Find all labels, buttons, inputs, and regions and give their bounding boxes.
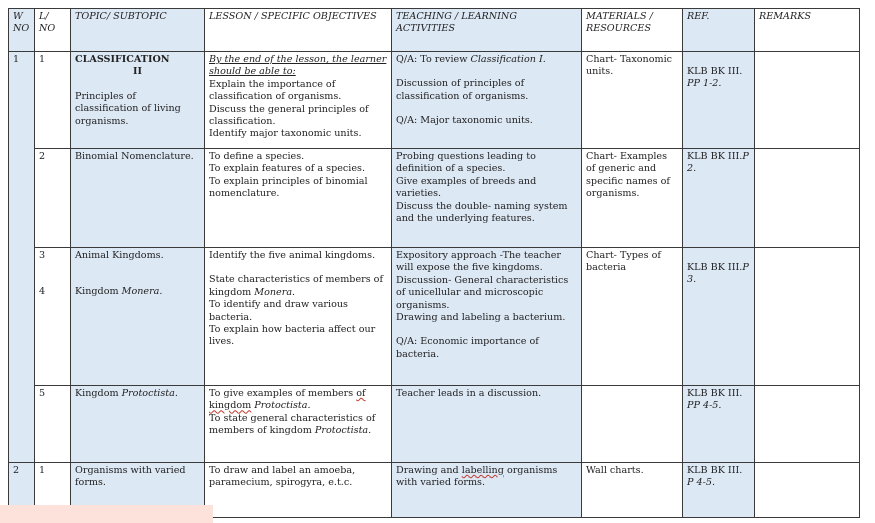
materials-cell: Wall charts. [582,463,683,518]
objective-item: State characteristics of members of kingdom Monera. [209,274,384,298]
scheme-of-work-table [8,8,860,518]
topic-cell: Organisms with varied forms. [71,463,205,518]
objectives-cell [205,386,392,463]
activity-item: Drawing and labeling a bacterium. [396,312,566,324]
remarks-cell [755,149,860,248]
topic-cell: Kingdom Protoctista. [71,386,205,463]
header-remarks: REMARKS [755,9,860,52]
header-lesson: L/ NO [35,9,71,52]
header-topic: TOPIC/ SUBTOPIC [71,9,205,52]
objective-item: To define a species. [209,151,305,162]
activity-item: Q/A: Major taxonomic units. [396,115,533,127]
remarks-cell [755,386,860,463]
objective-item: To identify and draw various bacteria. [209,299,348,323]
activities-cell: Drawing and labelling organisms with varied forms. [392,463,582,518]
ref-cell: KLB BK III. PP 4-5. [683,386,755,463]
lesson-cell: 1 [35,463,71,518]
header-row [9,9,860,52]
lesson-cell: 3 4 [35,248,71,386]
objective-item: To explain principles of binomial nomenclature. [209,175,368,200]
objective-item: Identify the five animal kingdoms. [209,250,376,261]
activity-item: Q/A: To review Classification I. [396,54,546,65]
objectives-cell: To draw and label an amoeba, paramecium, spirogyra, e.t.c. [205,463,392,518]
objectives-cell [205,248,392,386]
activity-item: Q/A: Economic importance of bacteria. [396,336,539,360]
remarks-cell [755,52,860,149]
objective-item: Discuss the general principles of classification. [209,103,369,128]
header-objectives: LESSON / SPECIFIC OBJECTIVES [205,9,392,52]
activities-cell [392,248,582,386]
materials-cell: Chart- Examples of generic and specific names of organisms. [582,149,683,248]
activity-item: Give examples of breeds and varieties. [396,175,537,200]
ref-cell: KLB BK III.P 3. [683,248,755,386]
topic-subtitle: Principles of classification of living organisms. [75,90,181,127]
table-row [9,149,860,248]
header-week: W NO [9,9,35,52]
activity-item: Discussion of principles of classification of organisms. [396,78,529,102]
lesson-cell: 5 [35,386,71,463]
week-cell: 2 [9,463,35,518]
topic-cell: Animal Kingdoms. Kingdom Monera. [71,248,205,386]
activities-cell [392,52,582,149]
ref-cell: KLB BK III. P 4-5. [683,463,755,518]
materials-cell [582,386,683,463]
activity-item: Expository approach -The teacher will expose the five kingdoms. [396,250,561,274]
topic-cell [71,52,205,149]
ref-cell: KLB BK III. PP 1-2. [683,52,755,149]
materials-cell: Chart- Taxonomic units. [582,52,683,149]
activities-cell [392,149,582,248]
page-footer-highlight [0,505,213,523]
objective-item: To give examples of members of kingdom Protoctista. [209,388,366,412]
objective-item: To explain features of a species. [209,163,365,175]
table-row [9,248,860,386]
topic-cell: Binomial Nomenclature. [71,149,205,248]
objectives-cell [205,52,392,149]
week-cell: 1 [9,52,35,463]
header-materials: MATERIALS / RESOURCES [582,9,683,52]
topic-number: II [133,66,142,78]
activity-item: Probing questions leading to definition of a species. [396,151,536,175]
remarks-cell [755,248,860,386]
activity-item: Discuss the double- naming system and the underlying features. [396,200,568,225]
remarks-cell [755,463,860,518]
objective-item: To explain how bacteria affect our lives. [209,324,376,348]
topic-title: CLASSIFICATION [75,54,170,65]
lesson-cell: 2 [35,149,71,248]
objective-item: Identify major taxonomic units. [209,128,362,140]
header-ref: REF. [683,9,755,52]
objective-item: To state general characteristics of members of kingdom Protoctista. [209,412,376,437]
objectives-intro: By the end of the lesson, the learner should be able to: [209,54,387,78]
objectives-cell [205,149,392,248]
objective-item: Explain the importance of classification of organisms. [209,78,342,103]
table-row [9,52,860,149]
ref-cell: KLB BK III.P 2. [683,149,755,248]
activities-cell: Teacher leads in a discussion. [392,386,582,463]
table-row [9,386,860,463]
header-activities: TEACHING / LEARNING ACTIVITIES [392,9,582,52]
materials-cell: Chart- Types of bacteria [582,248,683,386]
lesson-cell: 1 [35,52,71,149]
activity-item: Discussion- General characteristics of unicellular and microscopic organisms. [396,274,569,311]
